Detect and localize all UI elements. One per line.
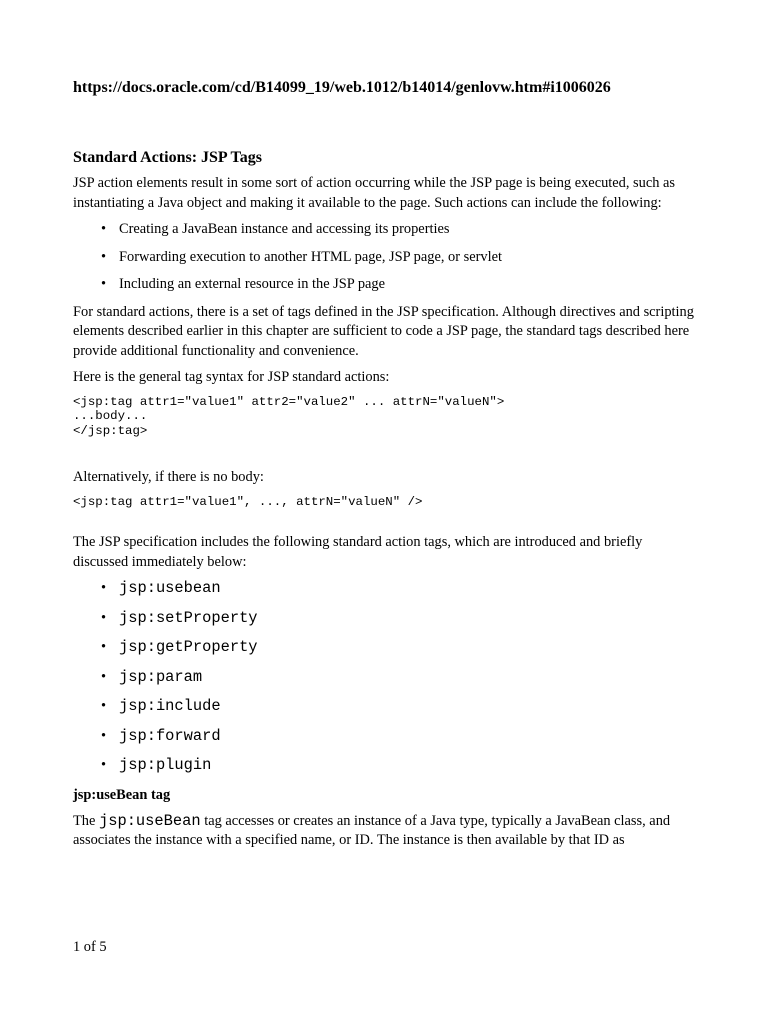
list-item-text: Creating a JavaBean instance and accessing its properties <box>119 221 450 237</box>
usebean-inline-code: jsp:useBean <box>98 811 201 830</box>
bullet-icon: • <box>101 668 107 685</box>
tag-name: jsp:getProperty <box>119 638 258 656</box>
list-item <box>73 756 701 776</box>
list-item <box>73 638 701 658</box>
usebean-paragraph <box>73 812 701 851</box>
tag-syntax-code: <jsp:tag attr1="value1" attr2="value2" ... attrN="valueN"> ...body... </jsp:tag> <box>73 394 505 438</box>
action-tags-list <box>73 579 701 776</box>
usebean-text-before: The <box>73 812 99 829</box>
standard-actions-paragraph: For standard actions, there is a set of tags defined in the JSP specification. Although directives and scripting elements described earlier in this chapter are sufficient to code a JSP page, the standard tags described here provide additional functionality and convenience. <box>73 303 694 359</box>
intro-paragraph: JSP action elements result in some sort of action occurring while the JSP page is being executed, such as instantiating a Java object and making it available to the page. Such actions can include the following: <box>73 175 676 211</box>
source-url: https://docs.oracle.com/cd/B14099_19/web.1012/b14014/genlovw.htm#i1006026 <box>73 79 611 96</box>
tag-name: jsp:plugin <box>119 756 212 774</box>
usebean-text-after: tag accesses or creates an instance of a Java type, typically a JavaBean class, and associates the instance with a specified name, or ID. The instance is then available by that ID as <box>73 812 671 848</box>
list-item-text: Forwarding execution to another HTML page, JSP page, or servlet <box>119 248 502 265</box>
list-item <box>73 275 701 295</box>
section-title: Standard Actions: JSP Tags <box>73 149 262 166</box>
list-item <box>73 727 701 747</box>
tag-name: jsp:usebean <box>119 579 221 597</box>
tag-name: jsp:param <box>119 667 203 686</box>
bullet-icon: • <box>101 248 107 265</box>
list-item <box>73 609 701 629</box>
bullet-icon: • <box>101 757 107 773</box>
page-number: 1 of 5 <box>73 939 107 955</box>
list-item-text: Including an external resource in the JSP page <box>119 276 386 292</box>
list-item <box>73 248 701 268</box>
no-body-paragraph: Alternatively, if there is no body: <box>73 469 264 485</box>
list-item <box>73 668 701 688</box>
bullet-icon: • <box>101 221 107 237</box>
tag-name: jsp:setProperty <box>119 608 258 627</box>
bullet-icon: • <box>101 727 107 744</box>
bullet-icon: • <box>101 609 107 626</box>
list-item <box>73 220 701 240</box>
bullet-icon: • <box>101 698 107 714</box>
syntax-intro-paragraph: Here is the general tag syntax for JSP standard actions: <box>73 369 390 385</box>
bullet-icon: • <box>101 276 107 292</box>
list-item <box>73 697 701 717</box>
action-list <box>73 220 701 295</box>
action-tags-intro-paragraph: The JSP specification includes the following standard action tags, which are introduced and briefly discussed immediately below: <box>73 534 643 570</box>
list-item <box>73 579 701 599</box>
bullet-icon: • <box>101 639 107 655</box>
bullet-icon: • <box>101 580 107 596</box>
document-content <box>73 148 701 858</box>
tag-name: jsp:include <box>119 697 221 715</box>
tag-name: jsp:forward <box>119 726 221 745</box>
empty-tag-syntax-code: <jsp:tag attr1="value1", ..., attrN="valueN" /> <box>73 494 423 509</box>
usebean-title: jsp:useBean tag <box>73 786 171 803</box>
